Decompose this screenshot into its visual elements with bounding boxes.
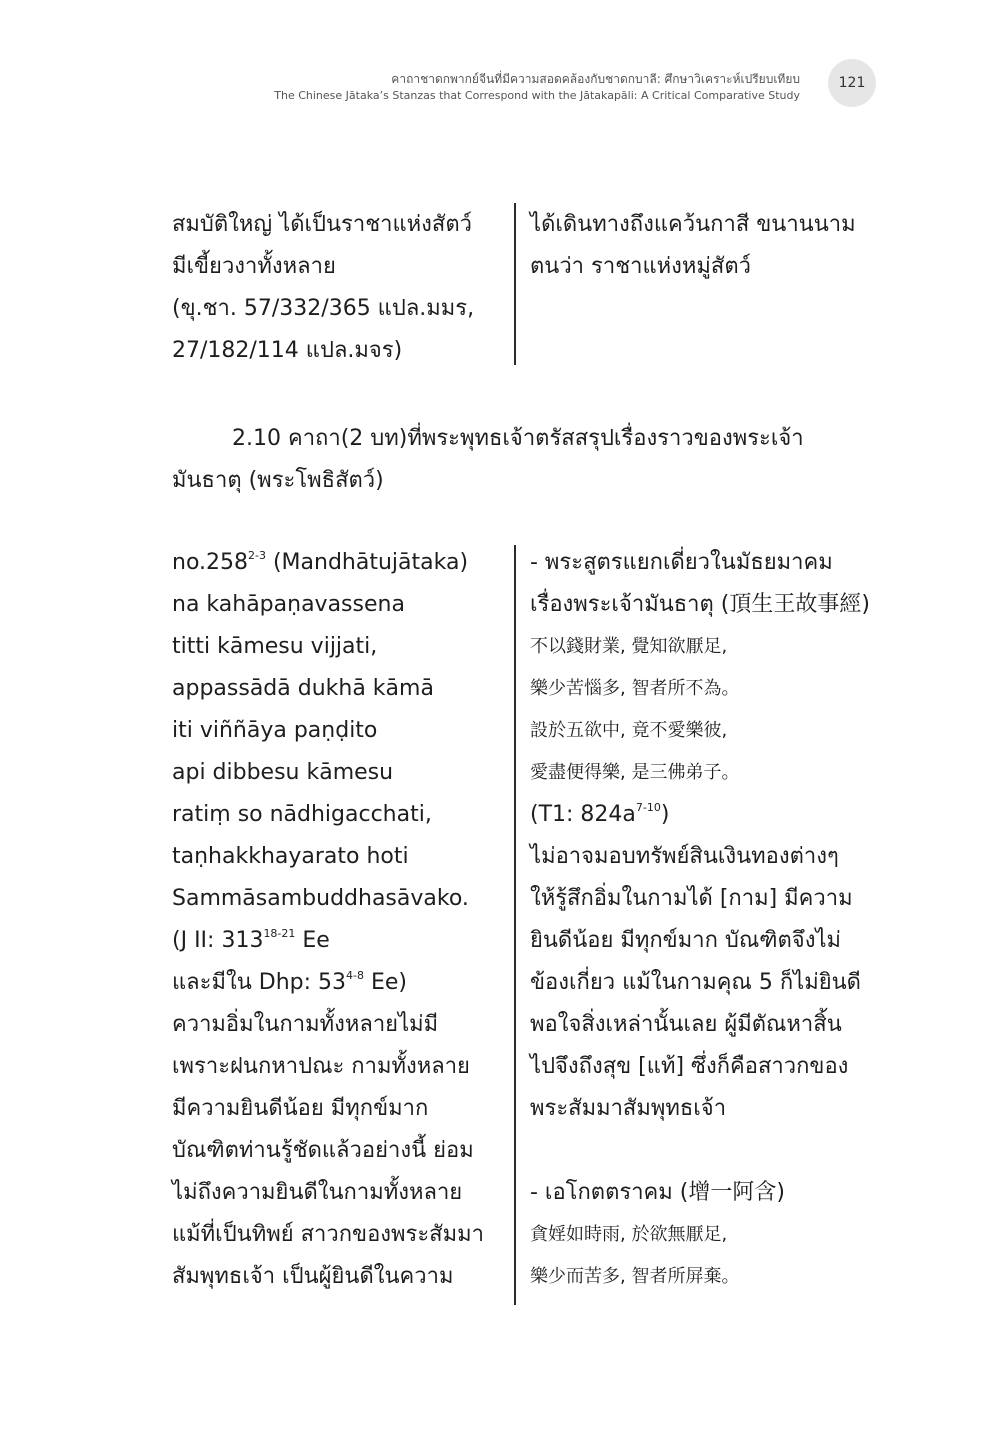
thai-translation-line: ไปจึงถึงสุข [แท้] ซึ่งก็คือสาวกของ xyxy=(530,1054,849,1079)
thai-translation-line: ความอิ่มในกามทั้งหลายไม่มี xyxy=(172,1012,439,1037)
thai-translation-line: พระสัมมาสัมพุทธเจ้า xyxy=(530,1096,727,1121)
pali-verse-line: titti kāmesu vijjati, xyxy=(172,634,378,659)
section-heading-line: 2.10 คาถา(2 บท)ที่พระพุทธเจ้าตรัสสรุปเรื่องราวของพระเจ้า xyxy=(232,426,804,451)
chinese-verse-line: 樂少苦惱多, 智者所不為。 xyxy=(530,678,740,699)
chinese-verse-line: 設於五欲中, 竟不愛樂彼, xyxy=(530,720,728,741)
section-heading-line: มันธาตุ (พระโพธิสัตว์) xyxy=(172,468,384,493)
pali-verse-line: iti viññāya paṇḍito xyxy=(172,718,378,743)
citation: (J II: 313$^{18-21}$ Ee xyxy=(172,927,330,953)
pali-verse-line: Sammāsambuddhasāvako. xyxy=(172,886,469,911)
thai-translation-line: พอใจสิ่งเหล่านั้นเลย ผู้มีตัณหาสิ้น xyxy=(530,1012,842,1037)
section-heading xyxy=(172,418,862,502)
thai-translation-line: ข้องเกี่ยว แม้ในกามคุณ 5 ก็ไม่ยินดี xyxy=(530,970,861,995)
thai-translation-line: ไม่อาจมอบทรัพย์สินเงินทองต่างๆ xyxy=(530,844,839,869)
column-divider xyxy=(514,203,516,365)
text-line: ตนว่า ราชาแห่งหมู่สัตว์ xyxy=(530,254,751,279)
thai-translation-line: ไม่ถึงความยินดีในกามทั้งหลาย xyxy=(172,1180,463,1205)
blank-line xyxy=(530,1130,870,1172)
text-line: มีเขี้ยวงาทั้งหลาย xyxy=(172,254,336,279)
text-line: 27/182/114 แปล.มจร) xyxy=(172,338,403,363)
pali-verse-line: na kahāpaṇavassena xyxy=(172,592,405,617)
header-title-english: The Chinese Jātaka’s Stanzas that Correspond with the Jātakapāli: A Critical Comparative Study xyxy=(274,89,800,102)
thai-translation-line: แม้ที่เป็นทิพย์ สาวกของพระสัมมา xyxy=(172,1222,484,1247)
thai-translation-line: ยินดีน้อย มีทุกข์มาก บัณฑิตจึงไม่ xyxy=(530,928,842,953)
thai-translation-line: สัมพุทธเจ้า เป็นผู้ยินดีในความ xyxy=(172,1264,454,1289)
page-number: 121 xyxy=(828,59,876,107)
chinese-verse-line: 貪婬如時雨, 於欲無厭足, xyxy=(530,1224,728,1245)
running-header xyxy=(274,70,800,104)
chinese-verse-line: 不以錢財業, 覺知欲厭足, xyxy=(530,636,728,657)
thai-translation-line: บัณฑิตท่านรู้ชัดแล้วอย่างนี้ ย่อม xyxy=(172,1138,474,1163)
text-line: สมบัติใหญ่ ได้เป็นราชาแห่งสัตว์ xyxy=(172,212,472,237)
jataka-reference: no.258$^{2-3}$ (Mandhātujātaka) xyxy=(172,549,469,575)
pali-verse-line: ratiṃ so nādhigacchati, xyxy=(172,802,432,827)
pali-verse-line: taṇhakkhayarato hoti xyxy=(172,844,409,869)
thai-translation-line: ให้รู้สึกอิ่มในกามได้ [กาม] มีความ xyxy=(530,886,853,911)
sutra-title: เรื่องพระเจ้ามันธาตุ (頂生王故事經) xyxy=(530,592,870,617)
citation: (T1: $824a^{7-10}$) xyxy=(530,801,670,827)
text-line: ได้เดินทางถึงแคว้นกาสี ขนานนาม xyxy=(530,212,856,237)
text-line: (ขุ.ชา. 57/332/365 แปล.มมร, xyxy=(172,296,475,321)
header-title-thai: คาถาชาดกพากย์จีนที่มีความสอดคล้องกับชาดกบาลี: ศึกษาวิเคราะห์เปรียบเทียบ xyxy=(391,72,800,86)
pali-verse-line: api dibbesu kāmesu xyxy=(172,760,394,785)
chinese-verse-line: 愛盡便得樂, 是三佛弟子。 xyxy=(530,762,740,783)
thai-translation-line: เพราะฝนกหาปณะ กามทั้งหลาย xyxy=(172,1054,470,1079)
chinese-verse-line: 樂少而苦多, 智者所屏棄。 xyxy=(530,1266,740,1287)
main-left-column xyxy=(172,542,484,1298)
pali-verse-line: appassādā dukhā kāmā xyxy=(172,676,434,701)
top-right-column xyxy=(530,204,856,288)
thai-translation-line: มีความยินดีน้อย มีทุกข์มาก xyxy=(172,1096,429,1121)
top-left-column xyxy=(172,204,474,372)
agama-title: - เอโกตตราคม (增一阿含) xyxy=(530,1180,785,1205)
main-right-column xyxy=(530,542,870,1298)
column-divider xyxy=(514,545,516,1305)
citation: และมีใน Dhp: 53$^{4-8}$ Ee) xyxy=(172,969,407,995)
sutra-title: - พระสูตรแยกเดี่ยวในมัธยมาคม xyxy=(530,550,833,575)
